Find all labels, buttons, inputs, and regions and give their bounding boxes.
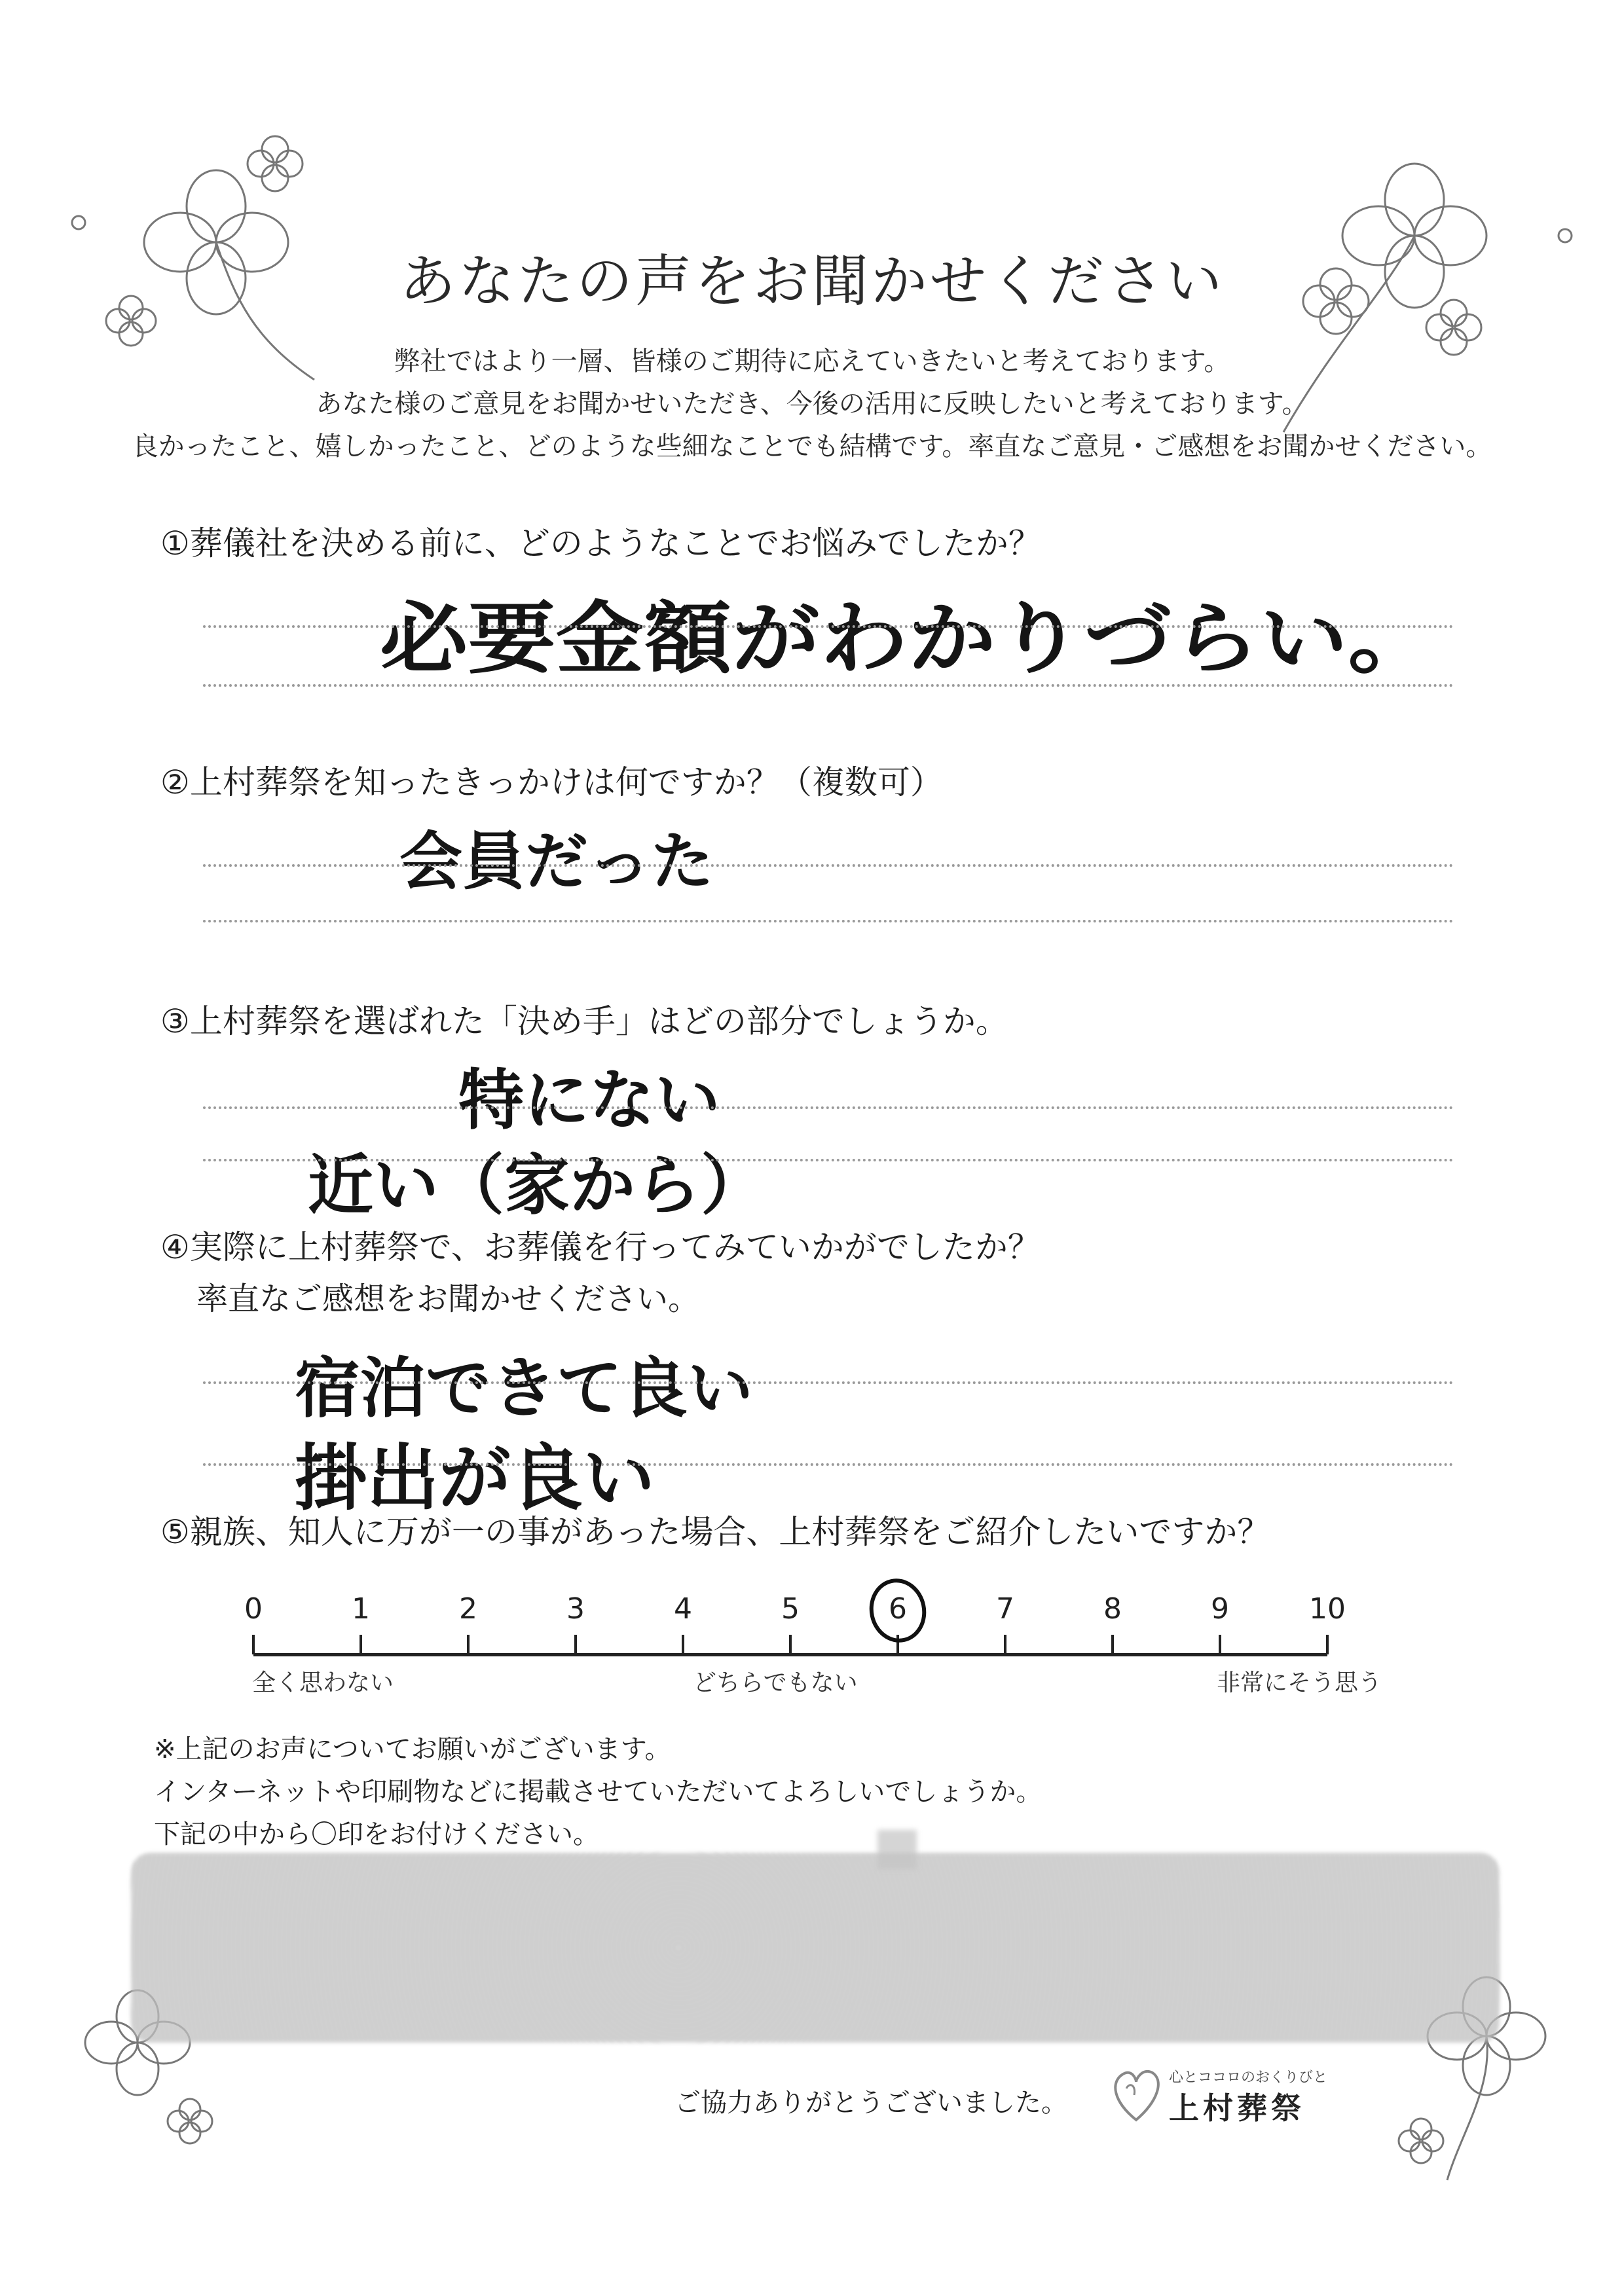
scale-tick	[574, 1635, 577, 1654]
answer-line	[203, 625, 1454, 628]
answer-line	[203, 1463, 1454, 1466]
page-title: あなたの声をお聞かせください	[399, 249, 1225, 314]
question-4-answer: 掛出が良い	[295, 1436, 655, 1520]
question-4-sublabel: 率直なご感想をお聞かせください。	[196, 1281, 700, 1317]
scale-tick	[360, 1635, 362, 1654]
scale-option-2[interactable]: 2	[459, 1592, 477, 1626]
scale-option-9[interactable]: 9	[1211, 1592, 1229, 1626]
scale-tick	[1111, 1635, 1114, 1654]
answer-line	[203, 1159, 1454, 1161]
clover-icon	[248, 136, 303, 191]
scale-tick	[1326, 1635, 1329, 1654]
heart-logo-icon	[1107, 2062, 1166, 2128]
intro-line: 良かったこと、嬉しかったこと、どのような些細なことでも結構です。率直なご意見・ご感想をお聞かせください。	[132, 431, 1492, 462]
answer-line	[203, 1106, 1454, 1109]
question-5-label: ⑤親族、知人に万が一の事があった場合、上村葬祭をご紹介したいですか？	[160, 1513, 1270, 1551]
intro-line: 弊社ではより一層、皆様のご期待に応えていきたいと考えております。	[394, 346, 1230, 376]
scale-option-0[interactable]: 0	[244, 1592, 263, 1626]
question-4-answer: 宿泊できて良い	[295, 1349, 753, 1427]
scale-tick	[467, 1635, 470, 1654]
brand-name: 上村葬祭	[1169, 2090, 1305, 2126]
question-2-answer: 会員だった	[399, 824, 714, 898]
answer-line	[203, 864, 1454, 867]
note-line: インターネットや印刷物などに掲載させていただいてよろしいでしょうか。	[154, 1777, 1043, 1807]
question-1-label: ①葬儀社を決める前に、どのようなことでお悩みでしたか？	[160, 524, 1041, 562]
question-4-label: ④実際に上村葬祭で、お葬儀を行ってみていかがでしたか？	[160, 1228, 1041, 1266]
scale-option-7[interactable]: 7	[996, 1592, 1014, 1626]
scale-tick	[252, 1635, 255, 1654]
redacted-area	[131, 1853, 1500, 2043]
answer-line	[203, 684, 1454, 687]
question-3-answer: 特にない	[458, 1061, 720, 1139]
scale-option-1[interactable]: 1	[352, 1592, 370, 1626]
question-1-answer: 必要金額がわかりづらい。	[380, 592, 1436, 685]
answer-line	[203, 920, 1454, 922]
scale-tick	[789, 1635, 792, 1654]
brand-tagline: 心とココロのおくりびと	[1169, 2069, 1328, 2086]
clover-icon	[168, 2099, 212, 2143]
note-line: 下記の中から〇印をお付けください。	[154, 1819, 599, 1850]
question-3-label: ③上村葬祭を選ばれた「決め手」はどの部分でしょうか。	[160, 1002, 1008, 1040]
scale-option-4[interactable]: 4	[674, 1592, 692, 1626]
answer-line	[203, 1381, 1454, 1384]
scale-high-label: 非常にそう思う	[1217, 1669, 1382, 1696]
scale-tick	[1219, 1635, 1221, 1654]
selected-rating-circle	[862, 1575, 934, 1647]
clover-icon	[1399, 2119, 1443, 2163]
scale-mid-label: どちらでもない	[693, 1669, 858, 1696]
scale-option-5[interactable]: 5	[781, 1592, 800, 1626]
question-3-answer: 近い（家から）	[308, 1146, 766, 1224]
redacted-area	[877, 1830, 917, 1869]
scale-option-3[interactable]: 3	[566, 1592, 585, 1626]
scale-tick	[682, 1635, 684, 1654]
thanks-message: ご協力ありがとうございました。	[674, 2088, 1067, 2118]
scale-option-10[interactable]: 10	[1309, 1592, 1346, 1626]
note-line: ※上記のお声についてお願いがございます。	[154, 1734, 671, 1764]
scale-option-6[interactable]: 6	[889, 1592, 907, 1626]
question-2-label: ②上村葬祭を知ったきっかけは何ですか？（複数可）	[160, 763, 943, 801]
intro-line: あなた様のご意見をお聞かせいただき、今後の活用に反映したいと考えております。	[316, 389, 1308, 419]
scale-low-label: 全く思わない	[252, 1669, 394, 1696]
scale-tick	[1004, 1635, 1006, 1654]
scale-option-8[interactable]: 8	[1103, 1592, 1122, 1626]
